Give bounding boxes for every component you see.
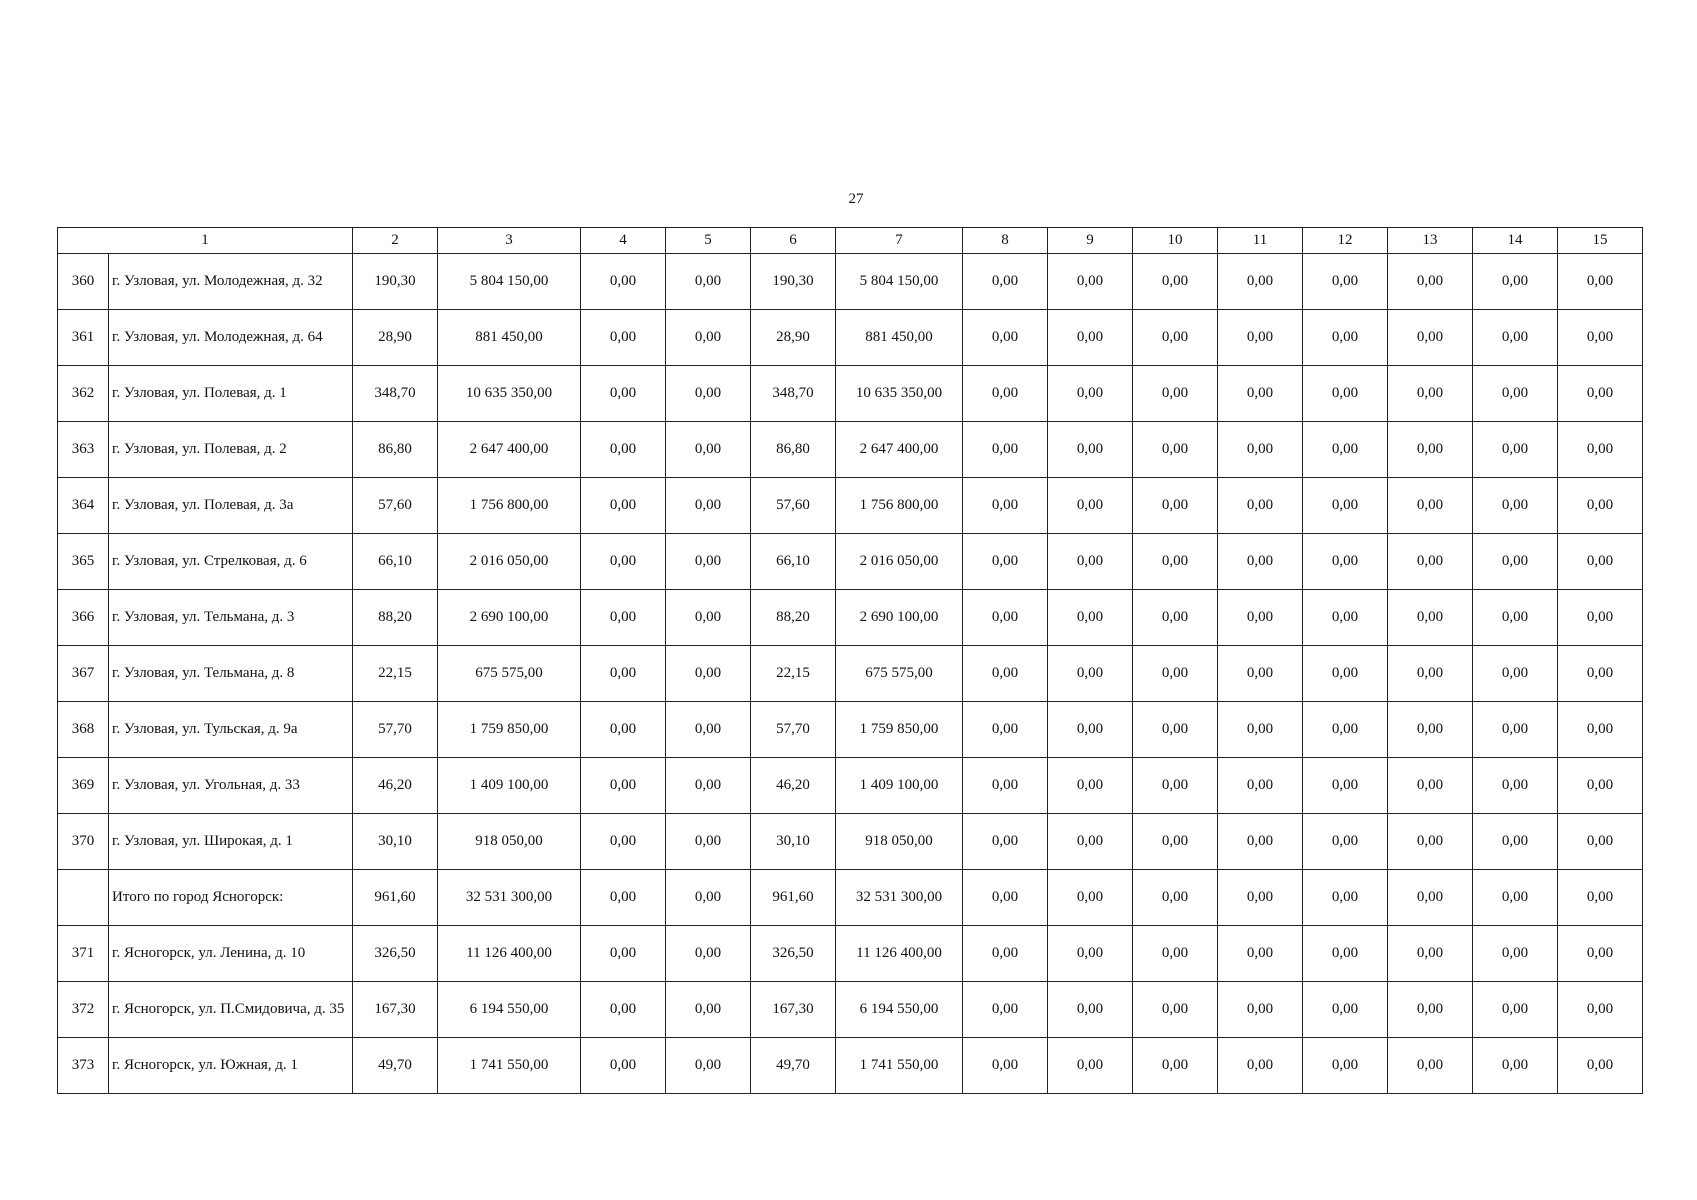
value-cell: 0,00 <box>1048 422 1133 478</box>
value-cell: 0,00 <box>1558 590 1643 646</box>
value-cell: 0,00 <box>1388 422 1473 478</box>
value-cell: 0,00 <box>963 702 1048 758</box>
address-cell: г. Узловая, ул. Полевая, д. 1 <box>109 366 353 422</box>
value-cell: 0,00 <box>581 646 666 702</box>
value-cell: 0,00 <box>1558 1038 1643 1094</box>
value-cell: 0,00 <box>1388 646 1473 702</box>
value-cell: 0,00 <box>1388 926 1473 982</box>
value-cell: 0,00 <box>1388 534 1473 590</box>
address-cell: Итого по город Ясногорск: <box>109 870 353 926</box>
value-cell: 0,00 <box>1133 870 1218 926</box>
value-cell: 0,00 <box>963 870 1048 926</box>
column-header: 2 <box>353 228 438 254</box>
value-cell: 0,00 <box>1558 982 1643 1038</box>
row-number-cell: 361 <box>58 310 109 366</box>
table-row <box>58 926 1643 982</box>
value-cell: 1 756 800,00 <box>438 478 581 534</box>
value-cell: 5 804 150,00 <box>438 254 581 310</box>
value-cell: 0,00 <box>666 926 751 982</box>
table-row <box>58 814 1643 870</box>
value-cell: 0,00 <box>1558 926 1643 982</box>
value-cell: 0,00 <box>1218 702 1303 758</box>
table-row <box>58 1038 1643 1094</box>
column-header: 10 <box>1133 228 1218 254</box>
value-cell: 0,00 <box>1133 534 1218 590</box>
row-number-cell: 369 <box>58 758 109 814</box>
value-cell: 0,00 <box>1473 478 1558 534</box>
value-cell: 0,00 <box>1558 870 1643 926</box>
value-cell: 0,00 <box>1133 982 1218 1038</box>
address-cell: г. Узловая, ул. Широкая, д. 1 <box>109 814 353 870</box>
value-cell: 0,00 <box>1558 366 1643 422</box>
value-cell: 0,00 <box>1303 702 1388 758</box>
value-cell: 0,00 <box>1473 982 1558 1038</box>
value-cell: 1 756 800,00 <box>836 478 963 534</box>
row-number-cell: 371 <box>58 926 109 982</box>
value-cell: 66,10 <box>353 534 438 590</box>
value-cell: 881 450,00 <box>836 310 963 366</box>
row-number-cell: 366 <box>58 590 109 646</box>
value-cell: 0,00 <box>1388 814 1473 870</box>
value-cell: 0,00 <box>1218 366 1303 422</box>
value-cell: 0,00 <box>1133 478 1218 534</box>
value-cell: 0,00 <box>1303 590 1388 646</box>
value-cell: 0,00 <box>666 366 751 422</box>
column-header: 12 <box>1303 228 1388 254</box>
value-cell: 0,00 <box>963 1038 1048 1094</box>
value-cell: 1 741 550,00 <box>836 1038 963 1094</box>
value-cell: 0,00 <box>1218 814 1303 870</box>
value-cell: 0,00 <box>963 254 1048 310</box>
value-cell: 0,00 <box>581 422 666 478</box>
value-cell: 28,90 <box>353 310 438 366</box>
table-row <box>58 310 1643 366</box>
row-number-cell: 363 <box>58 422 109 478</box>
value-cell: 0,00 <box>1218 590 1303 646</box>
value-cell: 0,00 <box>666 310 751 366</box>
value-cell: 49,70 <box>751 1038 836 1094</box>
value-cell: 0,00 <box>666 870 751 926</box>
value-cell: 0,00 <box>1303 926 1388 982</box>
value-cell: 1 409 100,00 <box>836 758 963 814</box>
value-cell: 0,00 <box>1558 758 1643 814</box>
address-cell: г. Узловая, ул. Полевая, д. 3а <box>109 478 353 534</box>
value-cell: 0,00 <box>1218 534 1303 590</box>
value-cell: 0,00 <box>1388 1038 1473 1094</box>
value-cell: 0,00 <box>666 254 751 310</box>
column-header: 6 <box>751 228 836 254</box>
value-cell: 0,00 <box>1473 422 1558 478</box>
value-cell: 0,00 <box>1473 646 1558 702</box>
address-cell: г. Узловая, ул. Тульская, д. 9а <box>109 702 353 758</box>
value-cell: 32 531 300,00 <box>438 870 581 926</box>
value-cell: 88,20 <box>353 590 438 646</box>
value-cell: 190,30 <box>353 254 438 310</box>
value-cell: 0,00 <box>1048 870 1133 926</box>
value-cell: 0,00 <box>1473 758 1558 814</box>
value-cell: 1 759 850,00 <box>438 702 581 758</box>
value-cell: 326,50 <box>353 926 438 982</box>
value-cell: 348,70 <box>353 366 438 422</box>
value-cell: 2 690 100,00 <box>836 590 963 646</box>
value-cell: 0,00 <box>666 590 751 646</box>
value-cell: 86,80 <box>353 422 438 478</box>
value-cell: 0,00 <box>1303 422 1388 478</box>
value-cell: 2 690 100,00 <box>438 590 581 646</box>
value-cell: 0,00 <box>1558 646 1643 702</box>
page-number: 27 <box>848 191 864 207</box>
value-cell: 0,00 <box>1303 366 1388 422</box>
value-cell: 326,50 <box>751 926 836 982</box>
value-cell: 49,70 <box>353 1038 438 1094</box>
row-number-cell: 372 <box>58 982 109 1038</box>
value-cell: 0,00 <box>1048 646 1133 702</box>
address-cell: г. Узловая, ул. Молодежная, д. 32 <box>109 254 353 310</box>
value-cell: 0,00 <box>1303 310 1388 366</box>
value-cell: 0,00 <box>1303 534 1388 590</box>
value-cell: 961,60 <box>751 870 836 926</box>
value-cell: 0,00 <box>1048 758 1133 814</box>
value-cell: 5 804 150,00 <box>836 254 963 310</box>
value-cell: 0,00 <box>1473 254 1558 310</box>
value-cell: 0,00 <box>581 254 666 310</box>
address-cell: г. Узловая, ул. Тельмана, д. 8 <box>109 646 353 702</box>
value-cell: 0,00 <box>1048 702 1133 758</box>
table-row <box>58 534 1643 590</box>
value-cell: 0,00 <box>1133 590 1218 646</box>
value-cell: 0,00 <box>1473 590 1558 646</box>
value-cell: 0,00 <box>963 926 1048 982</box>
value-cell: 0,00 <box>1218 646 1303 702</box>
row-number-cell: 367 <box>58 646 109 702</box>
value-cell: 0,00 <box>1473 926 1558 982</box>
value-cell: 881 450,00 <box>438 310 581 366</box>
value-cell: 57,60 <box>353 478 438 534</box>
value-cell: 0,00 <box>666 534 751 590</box>
value-cell: 0,00 <box>581 310 666 366</box>
column-header: 13 <box>1388 228 1473 254</box>
row-number-cell <box>58 870 109 926</box>
value-cell: 0,00 <box>1048 478 1133 534</box>
value-cell: 0,00 <box>963 590 1048 646</box>
table-row <box>58 422 1643 478</box>
value-cell: 0,00 <box>1303 814 1388 870</box>
value-cell: 0,00 <box>1388 982 1473 1038</box>
value-cell: 0,00 <box>1558 814 1643 870</box>
column-header: 3 <box>438 228 581 254</box>
row-number-cell: 360 <box>58 254 109 310</box>
value-cell: 0,00 <box>963 366 1048 422</box>
value-cell: 0,00 <box>666 478 751 534</box>
value-cell: 0,00 <box>666 982 751 1038</box>
table-row <box>58 758 1643 814</box>
value-cell: 0,00 <box>1388 254 1473 310</box>
value-cell: 961,60 <box>353 870 438 926</box>
value-cell: 0,00 <box>1473 310 1558 366</box>
value-cell: 0,00 <box>581 814 666 870</box>
value-cell: 0,00 <box>1303 758 1388 814</box>
value-cell: 0,00 <box>1133 422 1218 478</box>
value-cell: 0,00 <box>1473 534 1558 590</box>
value-cell: 675 575,00 <box>836 646 963 702</box>
value-cell: 0,00 <box>1133 254 1218 310</box>
value-cell: 0,00 <box>581 702 666 758</box>
value-cell: 32 531 300,00 <box>836 870 963 926</box>
value-cell: 0,00 <box>581 366 666 422</box>
value-cell: 0,00 <box>1303 646 1388 702</box>
value-cell: 22,15 <box>751 646 836 702</box>
value-cell: 0,00 <box>581 870 666 926</box>
value-cell: 0,00 <box>1303 982 1388 1038</box>
row-number-cell: 370 <box>58 814 109 870</box>
value-cell: 0,00 <box>581 478 666 534</box>
column-header: 5 <box>666 228 751 254</box>
value-cell: 0,00 <box>1048 310 1133 366</box>
value-cell: 2 647 400,00 <box>836 422 963 478</box>
value-cell: 0,00 <box>581 590 666 646</box>
value-cell: 0,00 <box>1388 870 1473 926</box>
address-cell: г. Узловая, ул. Тельмана, д. 3 <box>109 590 353 646</box>
value-cell: 0,00 <box>1388 590 1473 646</box>
value-cell: 0,00 <box>581 758 666 814</box>
table-row <box>58 478 1643 534</box>
value-cell: 1 741 550,00 <box>438 1038 581 1094</box>
value-cell: 0,00 <box>963 422 1048 478</box>
column-header: 14 <box>1473 228 1558 254</box>
column-header: 4 <box>581 228 666 254</box>
address-cell: г. Ясногорск, ул. Южная, д. 1 <box>109 1038 353 1094</box>
value-cell: 0,00 <box>1133 926 1218 982</box>
value-cell: 0,00 <box>666 646 751 702</box>
value-cell: 57,70 <box>751 702 836 758</box>
value-cell: 0,00 <box>1473 814 1558 870</box>
value-cell: 88,20 <box>751 590 836 646</box>
value-cell: 0,00 <box>1473 366 1558 422</box>
value-cell: 30,10 <box>353 814 438 870</box>
value-cell: 0,00 <box>963 758 1048 814</box>
value-cell: 0,00 <box>581 982 666 1038</box>
value-cell: 0,00 <box>1048 254 1133 310</box>
value-cell: 0,00 <box>581 534 666 590</box>
column-header: 1 <box>58 228 353 254</box>
data-table <box>57 227 1643 1094</box>
value-cell: 0,00 <box>1218 422 1303 478</box>
value-cell: 0,00 <box>1303 1038 1388 1094</box>
value-cell: 1 409 100,00 <box>438 758 581 814</box>
address-cell: г. Ясногорск, ул. П.Смидовича, д. 35 <box>109 982 353 1038</box>
table-row <box>58 366 1643 422</box>
value-cell: 0,00 <box>666 814 751 870</box>
value-cell: 28,90 <box>751 310 836 366</box>
value-cell: 57,60 <box>751 478 836 534</box>
address-cell: г. Узловая, ул. Молодежная, д. 64 <box>109 310 353 366</box>
value-cell: 11 126 400,00 <box>438 926 581 982</box>
value-cell: 167,30 <box>751 982 836 1038</box>
value-cell: 0,00 <box>581 926 666 982</box>
value-cell: 0,00 <box>1558 478 1643 534</box>
value-cell: 30,10 <box>751 814 836 870</box>
value-cell: 0,00 <box>1133 1038 1218 1094</box>
address-cell: г. Узловая, ул. Угольная, д. 33 <box>109 758 353 814</box>
value-cell: 0,00 <box>1048 814 1133 870</box>
value-cell: 0,00 <box>1133 814 1218 870</box>
value-cell: 0,00 <box>581 1038 666 1094</box>
value-cell: 0,00 <box>1218 870 1303 926</box>
value-cell: 57,70 <box>353 702 438 758</box>
address-cell: г. Узловая, ул. Стрелковая, д. 6 <box>109 534 353 590</box>
value-cell: 0,00 <box>1048 926 1133 982</box>
value-cell: 0,00 <box>1388 366 1473 422</box>
value-cell: 0,00 <box>1218 310 1303 366</box>
value-cell: 22,15 <box>353 646 438 702</box>
value-cell: 0,00 <box>1473 1038 1558 1094</box>
value-cell: 0,00 <box>1048 1038 1133 1094</box>
value-cell: 0,00 <box>1048 366 1133 422</box>
value-cell: 918 050,00 <box>438 814 581 870</box>
value-cell: 0,00 <box>1558 422 1643 478</box>
table-row <box>58 870 1643 926</box>
value-cell: 348,70 <box>751 366 836 422</box>
value-cell: 1 759 850,00 <box>836 702 963 758</box>
value-cell: 0,00 <box>963 982 1048 1038</box>
value-cell: 167,30 <box>353 982 438 1038</box>
column-header: 15 <box>1558 228 1643 254</box>
value-cell: 46,20 <box>353 758 438 814</box>
row-number-cell: 373 <box>58 1038 109 1094</box>
value-cell: 0,00 <box>1048 982 1133 1038</box>
value-cell: 0,00 <box>963 534 1048 590</box>
value-cell: 0,00 <box>1558 534 1643 590</box>
value-cell: 2 016 050,00 <box>438 534 581 590</box>
value-cell: 66,10 <box>751 534 836 590</box>
value-cell: 0,00 <box>1133 366 1218 422</box>
value-cell: 0,00 <box>1388 758 1473 814</box>
value-cell: 0,00 <box>666 702 751 758</box>
value-cell: 0,00 <box>963 478 1048 534</box>
value-cell: 0,00 <box>1218 1038 1303 1094</box>
column-header: 11 <box>1218 228 1303 254</box>
row-number-cell: 364 <box>58 478 109 534</box>
value-cell: 0,00 <box>1388 478 1473 534</box>
value-cell: 0,00 <box>1473 702 1558 758</box>
value-cell: 0,00 <box>963 814 1048 870</box>
value-cell: 10 635 350,00 <box>836 366 963 422</box>
row-number-cell: 362 <box>58 366 109 422</box>
value-cell: 190,30 <box>751 254 836 310</box>
value-cell: 0,00 <box>1558 702 1643 758</box>
table-row <box>58 702 1643 758</box>
value-cell: 0,00 <box>1558 254 1643 310</box>
value-cell: 0,00 <box>1218 982 1303 1038</box>
row-number-cell: 365 <box>58 534 109 590</box>
value-cell: 0,00 <box>1558 310 1643 366</box>
table-row <box>58 254 1643 310</box>
value-cell: 0,00 <box>1133 758 1218 814</box>
header-row <box>58 228 1643 254</box>
table-row <box>58 982 1643 1038</box>
value-cell: 86,80 <box>751 422 836 478</box>
column-header: 9 <box>1048 228 1133 254</box>
table-row <box>58 646 1643 702</box>
value-cell: 0,00 <box>1303 254 1388 310</box>
value-cell: 0,00 <box>963 310 1048 366</box>
value-cell: 0,00 <box>666 758 751 814</box>
value-cell: 0,00 <box>1388 702 1473 758</box>
value-cell: 675 575,00 <box>438 646 581 702</box>
value-cell: 0,00 <box>1048 590 1133 646</box>
value-cell: 46,20 <box>751 758 836 814</box>
table-row <box>58 590 1643 646</box>
value-cell: 0,00 <box>1388 310 1473 366</box>
value-cell: 0,00 <box>1218 758 1303 814</box>
value-cell: 0,00 <box>1133 646 1218 702</box>
column-header: 7 <box>836 228 963 254</box>
address-cell: г. Ясногорск, ул. Ленина, д. 10 <box>109 926 353 982</box>
value-cell: 6 194 550,00 <box>438 982 581 1038</box>
value-cell: 6 194 550,00 <box>836 982 963 1038</box>
value-cell: 0,00 <box>1218 254 1303 310</box>
column-header: 8 <box>963 228 1048 254</box>
row-number-cell: 368 <box>58 702 109 758</box>
address-cell: г. Узловая, ул. Полевая, д. 2 <box>109 422 353 478</box>
value-cell: 0,00 <box>666 422 751 478</box>
value-cell: 0,00 <box>963 646 1048 702</box>
value-cell: 0,00 <box>1473 870 1558 926</box>
value-cell: 11 126 400,00 <box>836 926 963 982</box>
value-cell: 2 647 400,00 <box>438 422 581 478</box>
value-cell: 0,00 <box>1303 870 1388 926</box>
value-cell: 10 635 350,00 <box>438 366 581 422</box>
value-cell: 0,00 <box>1218 926 1303 982</box>
value-cell: 0,00 <box>1133 310 1218 366</box>
value-cell: 0,00 <box>1048 534 1133 590</box>
value-cell: 0,00 <box>1303 478 1388 534</box>
value-cell: 918 050,00 <box>836 814 963 870</box>
value-cell: 0,00 <box>1218 478 1303 534</box>
value-cell: 0,00 <box>666 1038 751 1094</box>
value-cell: 0,00 <box>1133 702 1218 758</box>
value-cell: 2 016 050,00 <box>836 534 963 590</box>
